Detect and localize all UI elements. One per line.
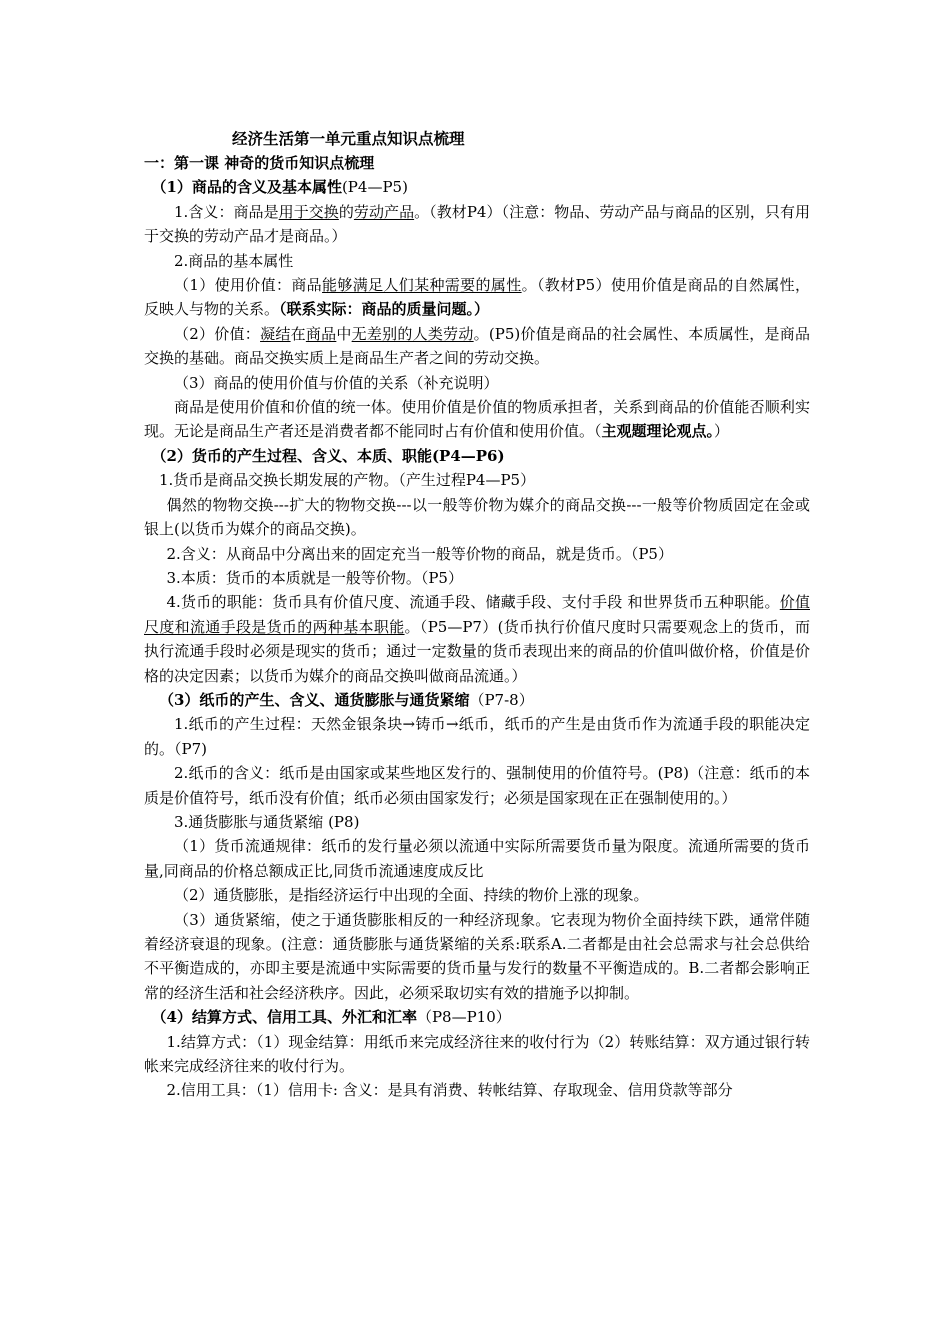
- heading-reference: (P4—P5): [341, 178, 408, 197]
- subsection-heading-money: （2）货币的产生过程、含义、本质、职能(P4—P6): [151, 446, 505, 465]
- paragraph-value: [144, 322, 810, 371]
- text-run: 。（教材P4）（注意：物品、劳动产品与商品的区别，只有用于交换的劳动产品才是商品。）: [144, 202, 811, 246]
- text-run: 1.含义：商品是: [174, 202, 279, 221]
- paragraph-money-process: 偶然的物物交换---扩大的物物交换---以一般等价物为媒介的商品交换---一般等价物质固定在金或银上(以货币为媒介的商品交换)。: [144, 495, 810, 539]
- text-run: 。（P5—P7）(货币执行价值尺度时只需要观念上的货币，而执行流通手段时必须是现实的货币；通过一定数量的货币表现出来的商品的价值叫做价格，价值是价格的决定因素；以货币为媒介的商品交换叫做商品流通。）: [144, 617, 810, 685]
- paragraph-inflation-title: 3.通货膨胀与通货紧缩 (P8): [174, 812, 360, 831]
- text-run: 中: [336, 324, 352, 343]
- heading-text: （3）纸币的产生、含义、通货膨胀与通货紧缩: [159, 690, 470, 709]
- text-run: 4.货币的职能：货币具有价值尺度、流通手段、储藏手段、支付手段 和世界货币五种职能。: [166, 593, 780, 612]
- underlined-term: 劳动产品: [353, 202, 415, 221]
- underlined-term: 无差别的人类劳动: [351, 324, 474, 343]
- paragraph-paper-money-origin: 1.纸币的产生过程：天然金银条块→铸币→纸币，纸币的产生是由货币作为流通手段的职能决定的。（P7): [144, 715, 810, 758]
- text-run: 的: [338, 202, 354, 221]
- text-run: 商品是使用价值和价值的统一体。使用价值是价值的物质承担者，关系到商品的价值能否顺利实现。无论是商品生产者还是消费者都不能同时占有价值和使用价值。（: [144, 398, 810, 441]
- paragraph-deflation: （3）通货紧缩，使之于通货膨胀相反的一种经济现象。它表现为物价全面持续下跌，通常伴随着经济衰退的现象。(注意：通货膨胀与通货紧缩的关系:联系A.二者都是由社会总需求与社会总供给不平衡造成的，亦即主要是流通中实际需要的货币量与发行的数量不平衡造成的。B.二者都会影响正常的经济生活和社会经济秩序。因此，必须采取切实有效的措施予以抑制。: [144, 910, 810, 1002]
- heading-text: （4）结算方式、信用工具、外汇和汇率: [151, 1008, 417, 1027]
- underlined-term: 能够满足人们某种需要的属性: [322, 276, 522, 295]
- subsection-heading-commodity: [144, 175, 810, 199]
- paragraph-relation-title: （3）商品的使用价值与价值的关系（补充说明）: [174, 373, 499, 392]
- section-heading-lesson-1: 一：第一课 神奇的货币知识点梳理: [144, 154, 375, 172]
- heading-reference: （P7-8）: [469, 690, 534, 709]
- paragraph-use-value: [144, 273, 810, 322]
- underlined-term: 商品: [305, 324, 337, 343]
- bold-note: （联系实际：商品的质量问题。）: [279, 300, 490, 319]
- text-run: 。（教材P5）使用价值是商品的自然属性，反映人与物的关系。: [144, 276, 811, 319]
- underlined-term: 凝结: [260, 324, 291, 343]
- paragraph-money-essence: 3.本质：货币的本质就是一般等价物。（P5）: [166, 568, 463, 587]
- paragraph-relation-body: [144, 395, 810, 444]
- paragraph-money-origin: 1.货币是商品交换长期发展的产物。（产生过程P4—P5）: [159, 471, 536, 490]
- heading-text: （1）商品的含义及基本属性: [151, 178, 342, 197]
- subsection-heading-paper-money: [144, 688, 810, 712]
- paragraph-inflation: （2）通货膨胀，是指经济运行中出现的全面、持续的物价上涨的现象。: [174, 886, 649, 905]
- text-run: （1）使用价值：商品: [174, 276, 323, 295]
- text-run: ）: [714, 422, 730, 441]
- paragraph-circulation-law: （1）货币流通规律：纸币的发行量必须以流通中实际所需要货币量为限度。流通所需要的货币量,同商品的价格总额成正比,同货币流通速度成反比: [144, 837, 810, 880]
- subsection-heading-settlement: [144, 1005, 810, 1029]
- bold-note: 主观题理论观点。: [601, 422, 715, 441]
- text-run: 。(P5)价值是商品的社会属性、本质属性，是商品交换的基础。商品交换实质上是商品生产者之间的劳动交换。: [144, 324, 810, 368]
- heading-reference: （P8—P10）: [416, 1008, 511, 1027]
- paragraph-settlement-methods: 1.结算方式：（1）现金结算：用纸币来完成经济往来的收付行为（2）转账结算：双方通过银行转帐来完成经济往来的收付行为。: [144, 1032, 810, 1076]
- paragraph-money-functions: [144, 590, 810, 688]
- text-run: 在: [290, 324, 306, 343]
- text-run: （2）价值：: [174, 324, 261, 343]
- paragraph-paper-money-definition: 2.纸币的含义：纸币是由国家或某些地区发行的、强制使用的价值符号。(P8)（注意：纸币的本质是价值符号，纸币没有价值；纸币必须由国家发行；必须是国家现在正在强制使用的。）: [144, 764, 810, 807]
- paragraph-commodity-definition: [144, 200, 810, 249]
- paragraph-credit-tools: 2.信用工具：（1）信用卡: 含义：是具有消费、转帐结算、存取现金、信用贷款等部分: [166, 1081, 733, 1100]
- document-title: 经济生活第一单元重点知识点梳理: [232, 129, 465, 148]
- paragraph-money-definition: 2.含义：从商品中分离出来的固定充当一般等价物的商品，就是货币。（P5）: [166, 544, 673, 563]
- underlined-term: 用于交换: [278, 202, 339, 221]
- paragraph-commodity-attributes-title: 2.商品的基本属性: [174, 251, 294, 270]
- underlined-term: 价值尺度和流通手段是货币的两种基本职能: [144, 593, 810, 636]
